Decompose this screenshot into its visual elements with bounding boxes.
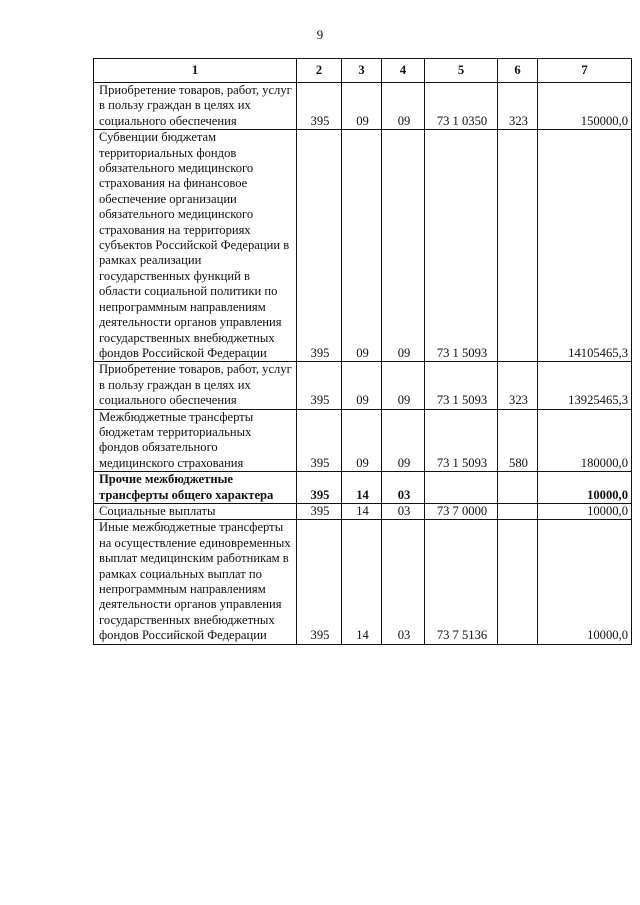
column-header: 5 (425, 59, 498, 83)
cell-col6: 323 (498, 362, 538, 409)
cell-col3: 14 (342, 503, 382, 519)
cell-col6 (498, 472, 538, 504)
page-number: 9 (316, 27, 324, 42)
cell-col2: 395 (297, 520, 342, 644)
cell-name: Иные межбюджетные трансферты на осуществление единовременных выплат медицинским работникам в рамках социальных выплат по непрограммным направлениям деятельности органов управления государственных внебюджетных фондов Российской Федерации (94, 520, 297, 644)
cell-col4: 09 (382, 130, 425, 362)
cell-name: Межбюджетные трансферты бюджетам территориальных фондов обязательного медицинского страхования (94, 409, 297, 472)
cell-col2: 395 (297, 83, 342, 130)
column-header: 3 (342, 59, 382, 83)
cell-col3: 09 (342, 130, 382, 362)
cell-col4: 03 (382, 503, 425, 519)
cell-col4: 09 (382, 83, 425, 130)
table-body (94, 83, 632, 645)
cell-col6 (498, 520, 538, 644)
table-header-row (94, 59, 632, 83)
cell-col7: 10000,0 (538, 472, 632, 504)
cell-col4: 03 (382, 472, 425, 504)
table-row (94, 83, 632, 130)
cell-col2: 395 (297, 503, 342, 519)
cell-col2: 395 (297, 472, 342, 504)
cell-col6 (498, 503, 538, 519)
cell-col4: 09 (382, 362, 425, 409)
cell-col6: 323 (498, 83, 538, 130)
cell-col5: 73 7 0000 (425, 503, 498, 519)
cell-col7: 13925465,3 (538, 362, 632, 409)
cell-col4: 09 (382, 409, 425, 472)
cell-col2: 395 (297, 409, 342, 472)
cell-col5: 73 7 5136 (425, 520, 498, 644)
table-row (94, 472, 632, 504)
budget-table (93, 58, 632, 645)
column-header: 4 (382, 59, 425, 83)
table-row (94, 409, 632, 472)
cell-name: Прочие межбюджетные трансферты общего характера (94, 472, 297, 504)
cell-name: Приобретение товаров, работ, услуг в пользу граждан в целях их социального обеспечения (94, 83, 297, 130)
cell-col3: 09 (342, 83, 382, 130)
cell-col7: 10000,0 (538, 520, 632, 644)
cell-col3: 14 (342, 520, 382, 644)
table-row (94, 520, 632, 644)
cell-col4: 03 (382, 520, 425, 644)
cell-name: Приобретение товаров, работ, услуг в пользу граждан в целях их социального обеспечения (94, 362, 297, 409)
cell-name: Субвенции бюджетам территориальных фондов обязательного медицинского страхования на финансовое обеспечение организации обязательного медицинского страхования на территориях субъектов Российской Федерации в рамках реализации государственных функций в области социальной политики по непрограммным направлениям деятельности органов управления государственных внебюджетных фондов Российской Федерации (94, 130, 297, 362)
cell-col7: 180000,0 (538, 409, 632, 472)
cell-col5 (425, 472, 498, 504)
cell-col5: 73 1 5093 (425, 409, 498, 472)
cell-col6 (498, 130, 538, 362)
cell-col7: 14105465,3 (538, 130, 632, 362)
column-header: 7 (538, 59, 632, 83)
column-header: 6 (498, 59, 538, 83)
cell-col5: 73 1 5093 (425, 130, 498, 362)
table-row (94, 362, 632, 409)
column-header: 2 (297, 59, 342, 83)
cell-col2: 395 (297, 130, 342, 362)
table-row (94, 130, 632, 362)
cell-col6: 580 (498, 409, 538, 472)
cell-col3: 09 (342, 362, 382, 409)
cell-col3: 14 (342, 472, 382, 504)
cell-col7: 10000,0 (538, 503, 632, 519)
column-header: 1 (94, 59, 297, 83)
cell-col2: 395 (297, 362, 342, 409)
cell-col5: 73 1 5093 (425, 362, 498, 409)
cell-col5: 73 1 0350 (425, 83, 498, 130)
table-row (94, 503, 632, 519)
cell-col3: 09 (342, 409, 382, 472)
cell-col7: 150000,0 (538, 83, 632, 130)
cell-name: Социальные выплаты (94, 503, 297, 519)
